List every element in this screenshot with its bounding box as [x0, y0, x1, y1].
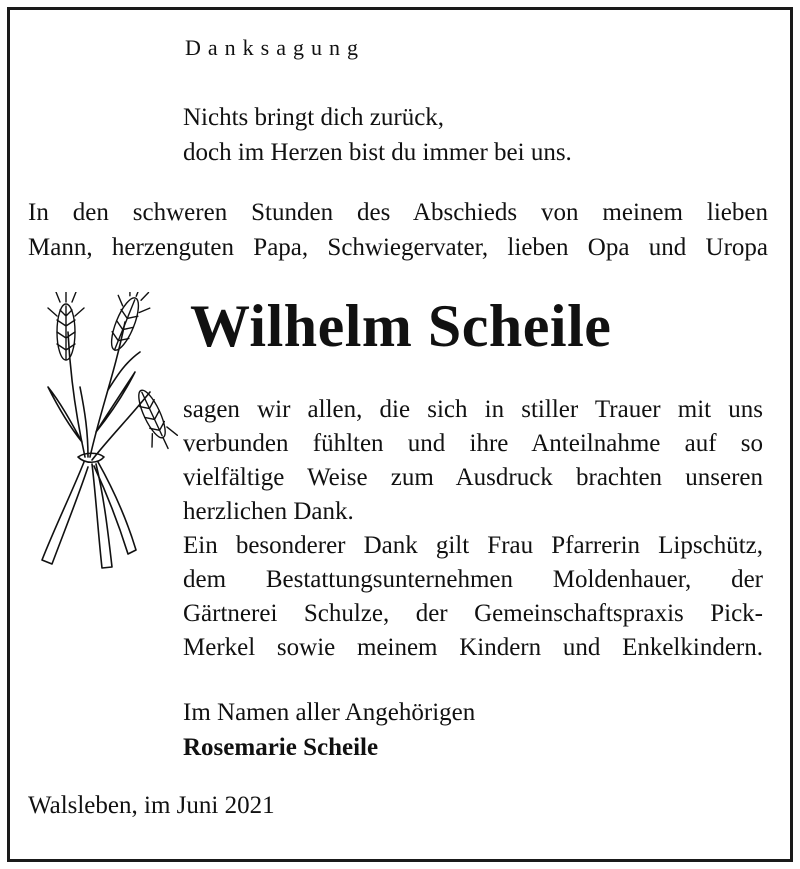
thanks-line: dem Bestattungsunternehmen Moldenhauer, der: [183, 566, 763, 593]
intro-line: In den schweren Stunden des Abschieds von meinem lieben: [28, 199, 768, 226]
wheat-ribbon: [94, 462, 136, 554]
thanks-line: vielfältige Weise zum Ausdruck brachten unseren: [183, 464, 763, 491]
poem-line: Nichts bringt dich zurück,: [183, 104, 445, 131]
intro-line: Mann, herzenguten Papa, Schwiegervater, lieben Opa und Uropa: [28, 234, 768, 261]
wheat-ear: [128, 385, 180, 455]
wheat-stalk: [80, 387, 88, 457]
thanks-line: herzlichen Dank.: [183, 498, 354, 525]
signoff-text: Im Namen aller Angehörigen: [183, 699, 476, 726]
signatory-name: Rosemarie Scheile: [183, 734, 379, 761]
wheat-ear: [48, 292, 84, 360]
thanks-line: Ein besonderer Dank gilt Frau Pfarrerin Lipschütz,: [183, 532, 763, 559]
thanks-line: Gärtnerei Schulze, der Gemeinschaftspraxis Pick-: [183, 600, 763, 627]
place-date: Walsleben, im Juni 2021: [28, 792, 275, 819]
wheat-stalk: [68, 332, 85, 457]
wheat-sheaf-icon: [30, 292, 180, 574]
wheat-ribbon: [42, 462, 88, 564]
signature-block: [183, 695, 475, 765]
notice-heading: Danksagung: [185, 35, 365, 60]
thanks-text: [183, 393, 763, 665]
wheat-ear: [99, 292, 156, 356]
intro-text: [28, 195, 768, 265]
poem-line: doch im Herzen bist du immer bei uns.: [183, 139, 572, 166]
thanks-line: verbunden fühlten und ihre Anteilnahme auf so: [183, 430, 763, 457]
deceased-name: Wilhelm Scheile: [190, 293, 612, 359]
thanks-line: Merkel sowie meinem Kindern und Enkelkindern.: [183, 634, 763, 661]
thanks-line: sagen wir allen, die sich in stiller Trauer mit uns: [183, 396, 763, 423]
wheat-leaf: [96, 372, 135, 432]
wheat-ribbon: [92, 464, 112, 568]
poem: [183, 100, 572, 170]
